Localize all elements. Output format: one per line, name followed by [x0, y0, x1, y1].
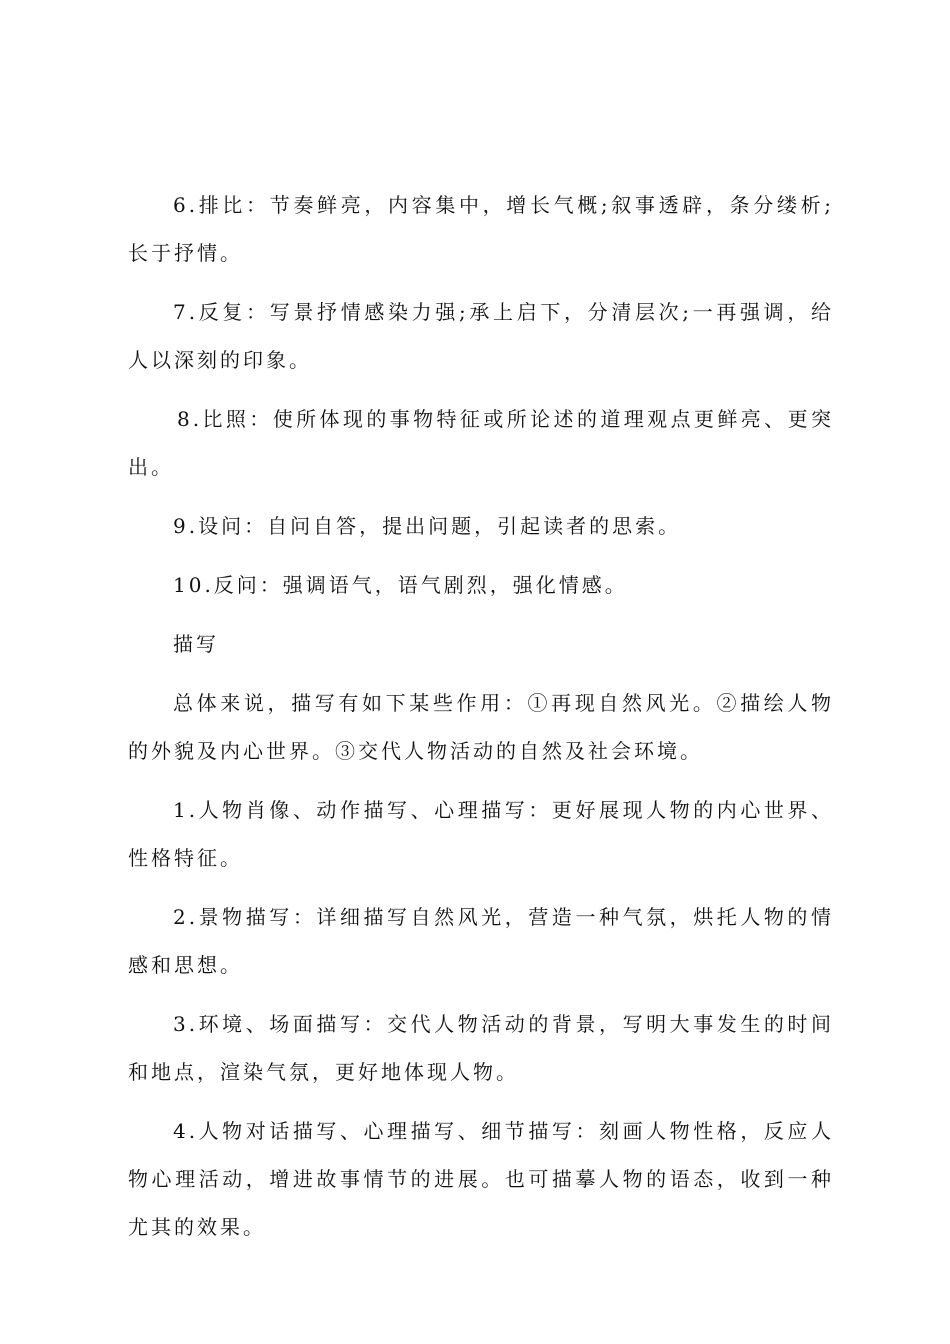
- document-body: [128, 181, 834, 1262]
- paragraph-portrait-description: 1.人物肖像、动作描写、心理描写：更好展现人物的内心世界、性格特征。: [128, 798, 834, 870]
- paragraph-repetition: 7.反复：写景抒情感染力强;承上启下，分清层次;一再强调，给人以深刻的印象。: [128, 300, 834, 372]
- paragraph-contrast: 8.比照：使所体现的事物特征或所论述的道理观点更鲜亮、更突出。: [128, 407, 834, 479]
- paragraph-dialogue-description: 4.人物对话描写、心理描写、细节描写：刻画人物性格，反应人物心理活动，增进故事情节的进展。也可描摹人物的语态，收到一种尤其的效果。: [128, 1119, 834, 1239]
- paragraph-description-overview: 总体来说，描写有如下某些作用：①再现自然风光。②描绘人物的外貌及内心世界。③交代人物活动的自然及社会环境。: [128, 691, 834, 763]
- section-heading-description: 描写: [173, 632, 219, 656]
- paragraph-rhetorical-question: 9.设问：自问自答，提出问题，引起读者的思索。: [173, 514, 682, 538]
- paragraph-counter-question: 10.反问：强调语气，语气剧烈，强化情感。: [173, 573, 628, 597]
- paragraph-parallelism: 6.排比：节奏鲜亮，内容集中，增长气概;叙事透辟，条分缕析;长于抒情。: [128, 193, 834, 265]
- paragraph-environment-description: 3.环境、场面描写：交代人物活动的背景，写明大事发生的时间和地点，渲染气氛，更好地体现人物。: [128, 1012, 834, 1084]
- paragraph-scenery-description: 2.景物描写：详细描写自然风光，营造一种气氛，烘托人物的情感和思想。: [128, 905, 834, 977]
